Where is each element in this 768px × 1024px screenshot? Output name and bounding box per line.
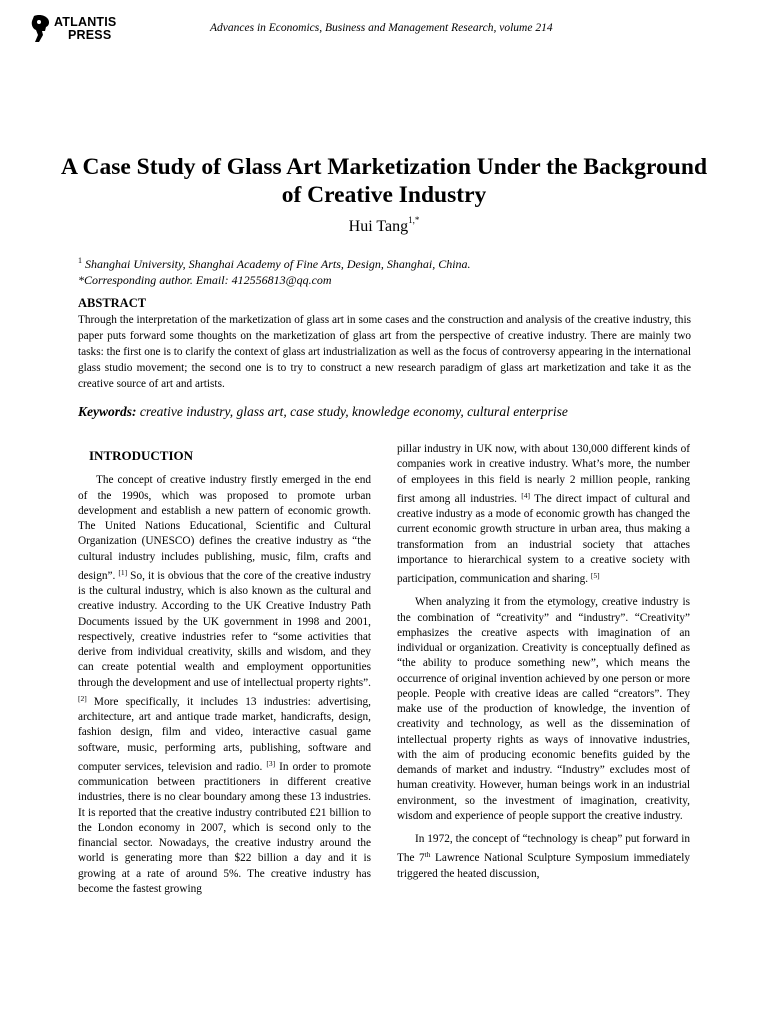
logo-line1: ATLANTIS (54, 15, 117, 29)
citation-ref: [5] (590, 571, 600, 580)
citation-ref: [3] (266, 758, 276, 768)
citation-ref: [4] (521, 490, 531, 500)
journal-header: Advances in Economics, Business and Management Research, volume 214 (210, 22, 553, 34)
abstract-heading: ABSTRACT (78, 296, 147, 310)
text-run: So, it is obvious that the core of the creative industry is the cultural industry, which is also known as the cultural and creative industry. According to the UK Creative Industry Path Documents issued by the UK government in 1998 and 2001, respectively, creative industries refer to “some activities that derive from individual creativity, skills and wisdom, and they can create potential wealth and employment opportunities through the development and use of intellectual property rights”. (78, 569, 371, 689)
keywords-line (78, 404, 698, 420)
text-run: pillar industry in UK now, with about 130,000 different kinds of companies work in creative industry. What’s more, the number of employees in this field is nearly 2 million people, ranking first among all industries. (397, 443, 690, 505)
paper-title: A Case Study of Glass Art Marketization Under the Background of Creative Industry (60, 154, 708, 208)
text-run: In order to promote communication between practitioners in different creative industries, there is no clear boundary among these 13 industries. It is reported that the creative industry contributed £21 billion to the London economy in 2007, which is second only to the financial sector. Nowadays, the creative industry around the world is generating more than $22 billion a day and it is growing at a rate of around 5%. The creative industry has become the fastest growing (78, 760, 371, 895)
text-run: More specifically, it includes 13 industries: advertising, architecture, art and antique trade market, handicrafts, design, fashion design, film and video, interactive casual game software, music, performing arts, publishing, software and computer services, television and radio. (78, 695, 371, 773)
text-run: The direct impact of cultural and creative industry as a mode of economic growth has changed the current economic growth structure in urban area, thus making a transformation from an industrial society that attaches importance to hierarchical system to a creative society with participation, communication and sharing. (397, 492, 690, 585)
affiliation-text: Shanghai University, Shanghai Academy of Fine Arts, Design, Shanghai, China. (82, 257, 471, 271)
author-sup: 1,* (408, 215, 420, 225)
atlantis-press-logo (30, 14, 130, 44)
author-name: Hui Tang (348, 218, 409, 235)
superscript-th: th (424, 850, 431, 860)
abstract-text: Through the interpretation of the marketization of glass art in some cases and the construction and analysis of the creative industry, this paper puts forward some thoughts on the marketization of glass art from the perspective of creative industry. There are mainly two tasks: the first one is to clarify the context of glass art industrialization as well as the focus of controversy appearing in the international glass studio movement; the second one is to try to construct a new research paradigm of glass art marketization and take it as the creative source of art and artists. (78, 314, 691, 390)
keywords-label: Keywords: (78, 404, 137, 419)
history-paragraph (397, 832, 690, 882)
keywords-text: creative industry, glass art, case study, knowledge economy, cultural enterprise (136, 404, 568, 419)
affiliation-sup: 1 (78, 256, 82, 265)
logo-line2: PRESS (68, 28, 112, 42)
author-line (0, 215, 768, 236)
continued-paragraph (397, 442, 690, 587)
affiliation-line (78, 253, 698, 273)
right-column (397, 442, 690, 890)
citation-ref: [2] (78, 693, 87, 703)
text-run: In 1972, the concept of “technology is cheap” put forward in The 7 (397, 833, 690, 865)
text-run: The concept of creative industry firstly emerged in the end of the 1990s, which was proposed to promote urban development and establish a new pattern of economic growth. The United Nations Educational, Scientific and Cultural Organization (UNESCO) defines the creative industry as “the cultural industry includes publishing, music, film, crafts and design”. (78, 474, 371, 582)
left-column (78, 448, 371, 905)
affiliation-block (78, 253, 698, 288)
etymology-paragraph: When analyzing it from the etymology, creative industry is the combination of “creativity” and “industry”. “Creativity” emphasizes the creative aspects with imagination of an individual or organization. Creativity is conceptually defined as “the ability to produce something new”, which means the occurrence of original invention achieved by one person or more people. People with creative ideas are called “creators”. They make use of the production of knowledge, the invention of creativity and technology, as well as the dissemination of intellectual property rights as ways of innovative industries, with the aim of producing economic benefits guided by the demands of market and industry. “Industry” excludes most of human creativity. However, human beings work in an industrial environment, so the investment of imagination, creativity, wisdom and experience of people support the creative industry. (397, 596, 690, 822)
atlas-figure-icon (30, 14, 52, 42)
logo-wordmark (54, 16, 116, 42)
section-heading-introduction: INTRODUCTION (89, 448, 194, 463)
citation-ref: [1] (118, 567, 128, 577)
text-run: Lawrence National Sculpture Symposium immediately triggered the heated discussion, (397, 852, 690, 880)
corresponding-author: *Corresponding author. Email: 412556813@qq.com (78, 272, 332, 287)
intro-paragraph-1 (78, 473, 371, 897)
